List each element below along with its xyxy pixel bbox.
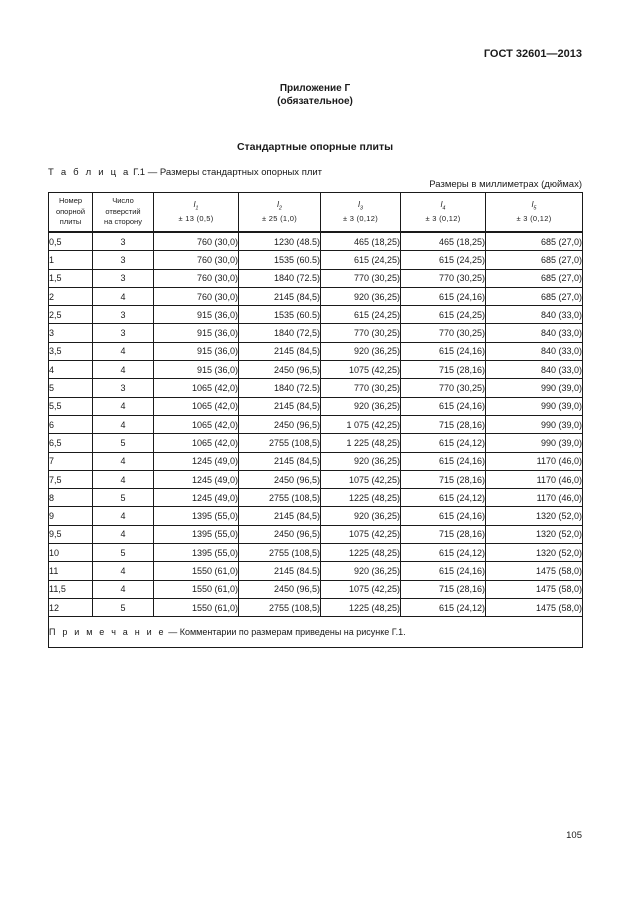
table-caption [48, 167, 322, 178]
table-caption-text: Г.1 — Размеры стандартных опорных плит [130, 167, 323, 178]
cell-l5: 1170 (46,0) [486, 452, 583, 470]
cell-holes: 3 [93, 379, 154, 397]
cell-l1: 1395 (55,0) [154, 525, 239, 543]
table-header-row [49, 193, 583, 233]
cell-l2: 2145 (84,5) [239, 507, 321, 525]
cell-l3: 1 075 (42,25) [321, 415, 401, 433]
cell-l2: 2450 (96,5) [239, 525, 321, 543]
cell-plate-number: 12 [49, 598, 93, 616]
cell-plate-number: 7 [49, 452, 93, 470]
cell-l1: 760 (30,0) [154, 287, 239, 305]
cell-l2: 1535 (60.5) [239, 306, 321, 324]
cell-l4: 615 (24,16) [401, 562, 486, 580]
cell-l1: 915 (36,0) [154, 324, 239, 342]
cell-plate-number: 9 [49, 507, 93, 525]
cell-l1: 1065 (42,0) [154, 397, 239, 415]
cell-l1: 760 (30,0) [154, 232, 239, 251]
table-row [49, 452, 583, 470]
table-row [49, 544, 583, 562]
table-row [49, 580, 583, 598]
cell-l3: 920 (36,25) [321, 452, 401, 470]
table-row [49, 361, 583, 379]
cell-l3: 1075 (42,25) [321, 580, 401, 598]
cell-l1: 760 (30,0) [154, 269, 239, 287]
header-l5: $l_5$ ± 3 (0,12) [486, 193, 583, 233]
table-row [49, 562, 583, 580]
cell-plate-number: 6 [49, 415, 93, 433]
units-note: Размеры в миллиметрах (дюймах) [429, 179, 582, 190]
table-row [49, 489, 583, 507]
cell-l5: 840 (33,0) [486, 306, 583, 324]
cell-l4: 770 (30,25) [401, 379, 486, 397]
cell-l5: 685 (27,0) [486, 232, 583, 251]
cell-l1: 1065 (42,0) [154, 379, 239, 397]
cell-l4: 770 (30,25) [401, 324, 486, 342]
cell-l5: 1320 (52,0) [486, 544, 583, 562]
cell-plate-number: 2,5 [49, 306, 93, 324]
cell-plate-number: 8 [49, 489, 93, 507]
cell-l5: 685 (27,0) [486, 251, 583, 269]
table-row [49, 324, 583, 342]
cell-l5: 840 (33,0) [486, 342, 583, 360]
cell-l2: 1840 (72.5) [239, 379, 321, 397]
cell-l5: 840 (33,0) [486, 324, 583, 342]
cell-plate-number: 1 [49, 251, 93, 269]
cell-l3: 920 (36,25) [321, 562, 401, 580]
cell-l4: 715 (28,16) [401, 470, 486, 488]
table-note [49, 617, 583, 648]
cell-l4: 715 (28,16) [401, 415, 486, 433]
cell-l1: 1395 (55,0) [154, 507, 239, 525]
cell-l2: 2145 (84,5) [239, 342, 321, 360]
cell-l4: 615 (24,12) [401, 598, 486, 616]
header-plate-number: Номер опорной плиты [49, 193, 93, 233]
cell-plate-number: 10 [49, 544, 93, 562]
cell-l4: 615 (24,16) [401, 452, 486, 470]
cell-l4: 615 (24,25) [401, 251, 486, 269]
cell-plate-number: 3 [49, 324, 93, 342]
cell-plate-number: 3,5 [49, 342, 93, 360]
table-row [49, 415, 583, 433]
table-row [49, 269, 583, 287]
cell-l2: 2145 (84.5) [239, 562, 321, 580]
cell-l5: 1320 (52,0) [486, 525, 583, 543]
annex-heading [0, 82, 630, 108]
cell-l1: 1065 (42,0) [154, 415, 239, 433]
cell-l1: 1245 (49,0) [154, 470, 239, 488]
cell-l3: 1075 (42,25) [321, 470, 401, 488]
cell-plate-number: 6,5 [49, 434, 93, 452]
cell-l2: 2145 (84,5) [239, 287, 321, 305]
cell-l5: 1475 (58,0) [486, 598, 583, 616]
table-row [49, 525, 583, 543]
cell-l1: 1065 (42,0) [154, 434, 239, 452]
cell-holes: 4 [93, 580, 154, 598]
cell-l5: 685 (27,0) [486, 269, 583, 287]
cell-holes: 4 [93, 361, 154, 379]
cell-l5: 1320 (52,0) [486, 507, 583, 525]
cell-l5: 1475 (58,0) [486, 562, 583, 580]
cell-l5: 1170 (46,0) [486, 470, 583, 488]
cell-l2: 2755 (108,5) [239, 434, 321, 452]
annex-title: Приложение Г [279, 83, 351, 94]
cell-l1: 760 (30,0) [154, 251, 239, 269]
cell-l3: 615 (24,25) [321, 251, 401, 269]
cell-plate-number: 4 [49, 361, 93, 379]
cell-l2: 2450 (96,5) [239, 470, 321, 488]
cell-l3: 920 (36,25) [321, 397, 401, 415]
cell-holes: 4 [93, 470, 154, 488]
cell-plate-number: 7,5 [49, 470, 93, 488]
note-text: — Комментарии по размерам приведены на рисунке Г.1. [165, 627, 406, 638]
cell-plate-number: 0,5 [49, 232, 93, 251]
cell-l3: 1075 (42,25) [321, 525, 401, 543]
cell-holes: 3 [93, 324, 154, 342]
cell-l4: 715 (28,16) [401, 361, 486, 379]
cell-holes: 5 [93, 598, 154, 616]
table-row [49, 434, 583, 452]
cell-plate-number: 5 [49, 379, 93, 397]
cell-l1: 915 (36,0) [154, 306, 239, 324]
cell-l4: 615 (24,16) [401, 342, 486, 360]
section-title: Стандартные опорные плиты [236, 141, 394, 153]
cell-l4: 715 (28,16) [401, 580, 486, 598]
page-number: 105 [566, 830, 582, 841]
cell-l2: 1840 (72,5) [239, 324, 321, 342]
cell-plate-number: 9,5 [49, 525, 93, 543]
cell-plate-number: 11 [49, 562, 93, 580]
cell-holes: 3 [93, 269, 154, 287]
cell-l3: 615 (24,25) [321, 306, 401, 324]
cell-plate-number: 11,5 [49, 580, 93, 598]
header-l3: $l_3$ ± 3 (0,12) [321, 193, 401, 233]
header-l1: $l_1$ ± 13 (0,5) [154, 193, 239, 233]
cell-l3: 920 (36,25) [321, 342, 401, 360]
cell-l5: 1170 (46,0) [486, 489, 583, 507]
cell-holes: 4 [93, 507, 154, 525]
cell-plate-number: 2 [49, 287, 93, 305]
cell-l1: 1550 (61,0) [154, 562, 239, 580]
cell-l3: 770 (30,25) [321, 269, 401, 287]
cell-holes: 3 [93, 251, 154, 269]
cell-plate-number: 5,5 [49, 397, 93, 415]
cell-l3: 770 (30,25) [321, 379, 401, 397]
cell-l4: 615 (24,16) [401, 507, 486, 525]
cell-l3: 465 (18,25) [321, 232, 401, 251]
cell-l4: 615 (24,12) [401, 544, 486, 562]
cell-l3: 1075 (42,25) [321, 361, 401, 379]
table-row [49, 598, 583, 616]
annex-status: (обязательное) [277, 96, 353, 107]
dimensions-table [48, 192, 583, 648]
cell-l4: 615 (24,12) [401, 434, 486, 452]
cell-l4: 615 (24,25) [401, 306, 486, 324]
cell-holes: 4 [93, 415, 154, 433]
cell-l1: 1550 (61,0) [154, 580, 239, 598]
cell-l4: 615 (24,16) [401, 287, 486, 305]
cell-holes: 4 [93, 342, 154, 360]
cell-l1: 1550 (61,0) [154, 598, 239, 616]
cell-l5: 990 (39,0) [486, 397, 583, 415]
cell-l3: 1225 (48,25) [321, 544, 401, 562]
cell-holes: 4 [93, 525, 154, 543]
cell-l2: 1535 (60.5) [239, 251, 321, 269]
cell-l4: 465 (18,25) [401, 232, 486, 251]
cell-l5: 990 (39,0) [486, 415, 583, 433]
table-note-row [49, 617, 583, 648]
table-row [49, 397, 583, 415]
cell-l4: 615 (24,16) [401, 397, 486, 415]
cell-holes: 4 [93, 397, 154, 415]
table-body [49, 232, 583, 617]
cell-l2: 2145 (84,5) [239, 397, 321, 415]
cell-l1: 1395 (55,0) [154, 544, 239, 562]
cell-l3: 1225 (48,25) [321, 598, 401, 616]
table-caption-prefix: Т а б л и ц а [48, 167, 131, 178]
cell-l2: 2450 (96,5) [239, 361, 321, 379]
cell-holes: 5 [93, 489, 154, 507]
cell-holes: 3 [93, 232, 154, 251]
header-l4: $l_4$ ± 3 (0,12) [401, 193, 486, 233]
cell-l2: 2450 (96,5) [239, 415, 321, 433]
table-row [49, 306, 583, 324]
cell-l5: 1475 (58,0) [486, 580, 583, 598]
cell-l2: 1230 (48.5) [239, 232, 321, 251]
table-row [49, 232, 583, 251]
cell-holes: 5 [93, 434, 154, 452]
cell-holes: 4 [93, 287, 154, 305]
cell-holes: 4 [93, 452, 154, 470]
cell-l2: 2145 (84,5) [239, 452, 321, 470]
cell-l3: 770 (30,25) [321, 324, 401, 342]
table-row [49, 507, 583, 525]
cell-l5: 840 (33,0) [486, 361, 583, 379]
table-row [49, 470, 583, 488]
cell-holes: 5 [93, 544, 154, 562]
cell-holes: 3 [93, 306, 154, 324]
cell-plate-number: 1,5 [49, 269, 93, 287]
cell-l4: 715 (28,16) [401, 525, 486, 543]
cell-l3: 920 (36,25) [321, 507, 401, 525]
cell-l1: 1245 (49,0) [154, 489, 239, 507]
cell-l4: 615 (24,12) [401, 489, 486, 507]
cell-l2: 2755 (108,5) [239, 544, 321, 562]
table-row [49, 379, 583, 397]
cell-l3: 1225 (48,25) [321, 489, 401, 507]
cell-holes: 4 [93, 562, 154, 580]
cell-l4: 770 (30,25) [401, 269, 486, 287]
cell-l2: 2755 (108,5) [239, 598, 321, 616]
table-row [49, 342, 583, 360]
cell-l5: 990 (39,0) [486, 379, 583, 397]
table-row [49, 251, 583, 269]
cell-l5: 685 (27,0) [486, 287, 583, 305]
cell-l5: 990 (39,0) [486, 434, 583, 452]
cell-l3: 920 (36,25) [321, 287, 401, 305]
cell-l2: 1840 (72.5) [239, 269, 321, 287]
note-prefix: П р и м е ч а н и е [49, 627, 166, 638]
cell-l2: 2755 (108,5) [239, 489, 321, 507]
cell-l3: 1 225 (48,25) [321, 434, 401, 452]
header-holes: Число отверстий на сторону [93, 193, 154, 233]
cell-l1: 1245 (49,0) [154, 452, 239, 470]
header-l2: $l_2$ ± 25 (1,0) [239, 193, 321, 233]
cell-l1: 915 (36,0) [154, 342, 239, 360]
cell-l1: 915 (36,0) [154, 361, 239, 379]
cell-l2: 2450 (96,5) [239, 580, 321, 598]
standard-code: ГОСТ 32601—2013 [483, 48, 582, 60]
table-row [49, 287, 583, 305]
